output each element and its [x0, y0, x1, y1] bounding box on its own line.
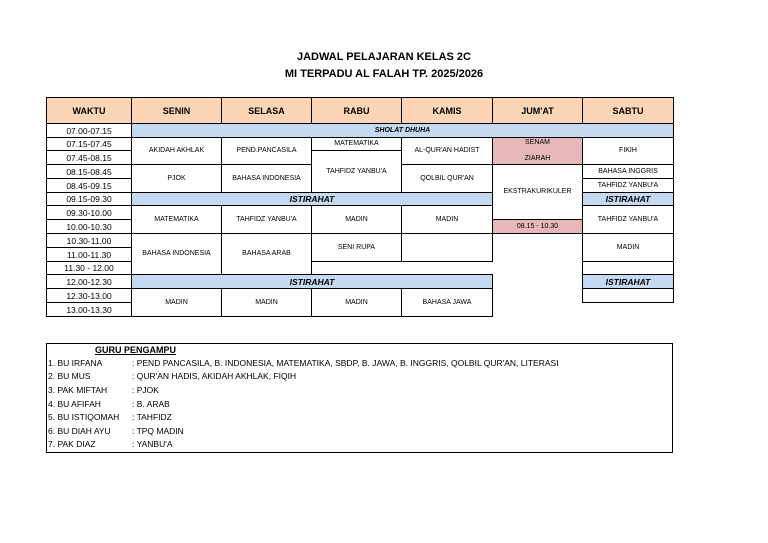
time-cell: 12.30-13.00	[47, 289, 132, 303]
guru-subjects: : QUR'AN HADIS, AKIDAH AKHLAK, FIQIH	[132, 371, 297, 381]
selasa-bahasa-arab: BAHASA ARAB	[222, 234, 312, 275]
senin-madin: MADIN	[132, 289, 222, 317]
header-kamis: KAMIS	[402, 98, 493, 124]
istirahat-band: ISTIRAHAT	[132, 193, 493, 206]
header-senin: SENIN	[132, 98, 222, 124]
header-jumat: JUM'AT	[493, 98, 583, 124]
time-cell: 07.15-07.45	[47, 138, 132, 151]
kamis-alquran-hadist: AL-QUR'AN HADIST	[402, 138, 493, 165]
guru-pengampu-box	[46, 343, 673, 453]
sabtu-empty-2	[583, 289, 674, 303]
guru-name: 7. PAK DIAZ	[48, 439, 96, 449]
sabtu-istirahat-2: ISTIRAHAT	[583, 275, 674, 289]
kamis-qolbil-quran: QOLBIL QUR'AN	[402, 165, 493, 193]
jumat-ziarah: ZIARAH	[524, 155, 551, 162]
sabtu-gap	[583, 303, 674, 317]
header-waktu: WAKTU	[47, 98, 132, 124]
time-cell: 07.00-07.15	[47, 124, 132, 138]
rabu-madin: MADIN	[312, 206, 402, 234]
jumat-ekstra-time: 08.15 - 10.30	[493, 220, 583, 234]
guru-subjects: : TPQ MADIN	[132, 426, 184, 436]
selasa-pend-pancasila: PEND.PANCASILA	[222, 138, 312, 165]
time-cell: 07.45-08.15	[47, 151, 132, 165]
guru-name: 3. PAK MIFTAH	[48, 385, 108, 395]
guru-subjects: : YANBU'A	[132, 439, 173, 449]
kamis-bahasa-jawa: BAHASA JAWA	[402, 289, 493, 317]
guru-name: 1. BU IRFANA	[48, 358, 103, 368]
guru-name: 6. BU DIAH AYU	[48, 426, 111, 436]
guru-name: 5. BU ISTIQOMAH	[48, 412, 120, 422]
kamis-madin: MADIN	[402, 206, 493, 234]
rabu-matematika: MATEMATIKA	[312, 138, 402, 151]
guru-name: 2. BU MUS	[48, 371, 91, 381]
header-selasa: SELASA	[222, 98, 312, 124]
time-cell: 09.30-10.00	[47, 206, 132, 220]
header-rabu: RABU	[312, 98, 402, 124]
senin-matematika: MATEMATIKA	[132, 206, 222, 234]
selasa-tahfidz-yanbua: TAHFIDZ YANBU'A	[222, 206, 312, 234]
sabtu-empty	[583, 262, 674, 275]
guru-subjects: : PEND PANCASILA, B. INDONESIA, MATEMATIKA, SBDP, B. JAWA, B. INGGRIS, QOLBIL QUR'AN, LITERASI	[132, 358, 559, 368]
schedule-table	[46, 97, 674, 317]
time-cell: 08.45-09.15	[47, 179, 132, 193]
time-cell: 13.00-13.30	[47, 303, 132, 317]
kamis-gap	[402, 262, 493, 275]
title-line-1: JADWAL PELAJARAN KELAS 2C	[297, 51, 471, 63]
selasa-bahasa-indonesia: BAHASA INDONESIA	[222, 165, 312, 193]
rabu-seni-rupa: SENI RUPA	[312, 234, 402, 262]
title-line-2: MI TERPADU AL FALAH TP. 2025/2026	[284, 68, 484, 80]
rabu-gap	[312, 262, 402, 275]
sabtu-istirahat: ISTIRAHAT	[583, 193, 674, 206]
guru-subjects: : B. ARAB	[132, 399, 170, 409]
guru-heading: GURU PENGAMPU	[95, 345, 177, 355]
jumat-senam-ziarah	[493, 138, 583, 165]
rabu-tahfidz-yanbua: TAHFIDZ YANBU'A	[312, 151, 402, 193]
jumat-senam: SENAM	[525, 139, 550, 146]
sholat-dhuha-band: SHOLAT DHUHA	[132, 124, 674, 138]
sabtu-fikih: FIKIH	[583, 138, 674, 165]
senin-akidah-akhlak: AKIDAH AKHLAK	[132, 138, 222, 165]
istirahat-band-2: ISTIRAHAT	[132, 275, 493, 289]
sabtu-tahfidz-yanbua-2: TAHFIDZ YANBU'A	[583, 206, 674, 234]
time-cell: 09.15-09.30	[47, 193, 132, 206]
sabtu-tahfidz-yanbua: TAHFIDZ YANBU'A	[583, 179, 674, 193]
jumat-ekstrakurikuler: EKSTRAKURIKULER	[493, 165, 583, 220]
selasa-madin: MADIN	[222, 289, 312, 317]
sabtu-bahasa-inggris: BAHASA INGGRIS	[583, 165, 674, 179]
header-sabtu: SABTU	[583, 98, 674, 124]
time-cell: 10.30-11.00	[47, 234, 132, 248]
senin-bahasa-indonesia: BAHASA INDONESIA	[132, 234, 222, 275]
guru-subjects: : TAHFIDZ	[132, 412, 172, 422]
rabu-madin-2: MADIN	[312, 289, 402, 317]
kamis-empty	[402, 234, 493, 262]
jumat-empty	[493, 234, 583, 317]
time-cell: 11.30 - 12.00	[47, 262, 132, 275]
senin-pjok: PJOK	[132, 165, 222, 193]
time-cell: 12.00-12.30	[47, 275, 132, 289]
guru-subjects: : PJOK	[132, 385, 159, 395]
sabtu-madin: MADIN	[583, 234, 674, 262]
time-cell: 11.00-11.30	[47, 248, 132, 262]
time-cell: 10.00-10.30	[47, 220, 132, 234]
time-cell: 08.15-08.45	[47, 165, 132, 179]
guru-name: 4. BU AFIFAH	[48, 399, 101, 409]
